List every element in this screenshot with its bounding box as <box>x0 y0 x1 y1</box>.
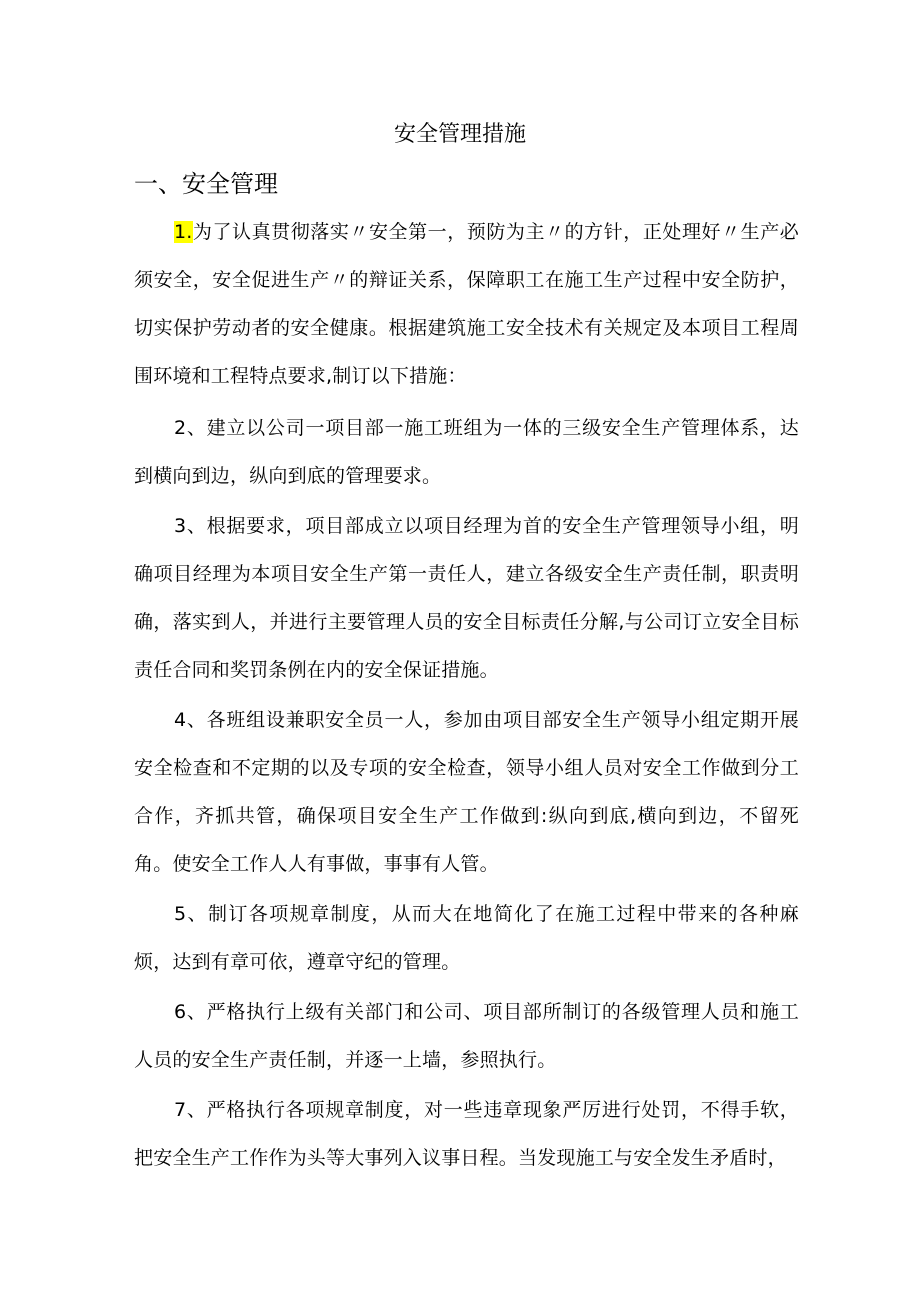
highlighted-number: 1. <box>174 221 193 243</box>
paragraph-1 <box>134 208 799 400</box>
paragraph-number: 7、 <box>174 1099 207 1121</box>
paragraph-number: 6、 <box>174 1001 207 1023</box>
section-heading: 一、安全管理 <box>134 170 278 198</box>
paragraph-7 <box>134 1086 799 1182</box>
paragraph-number: 5、 <box>174 903 208 925</box>
paragraph-2 <box>134 404 799 500</box>
paragraph-text: 严格执行上级有关部门和公司、项目部所制订的各级管理人员和施工人员的安全生产责任制，并逐一上墙，参照执行。 <box>134 1001 799 1071</box>
paragraph-text: 根据要求，项目部成立以项目经理为首的安全生产管理领导小组，明确项目经理为本项目安全生产第一责任人，建立各级安全生产责任制，职责明确，落实到人，并进行主要管理人员的安全目标责任分解,与公司订立安全目标责任合同和奖罚条例在内的安全保证措施。 <box>134 515 799 681</box>
paragraph-number: 2、 <box>174 417 207 439</box>
paragraph-text: 各班组设兼职安全员一人，参加由项目部安全生产领导小组定期开展安全检查和不定期的以及专项的安全检查，领导小组人员对安全工作做到分工合作，齐抓共管，确保项目安全生产工作做到:纵向到底,横向到边，不留死角。使安全工作人人有事做，事事有人管。 <box>134 709 799 875</box>
paragraph-5 <box>134 890 799 986</box>
paragraph-6 <box>134 988 799 1084</box>
paragraph-3 <box>134 502 799 694</box>
paragraph-text: 建立以公司一项目部一施工班组为一体的三级安全生产管理体系，达到横向到边，纵向到底的管理要求。 <box>134 417 799 487</box>
paragraph-number: 4、 <box>174 709 207 731</box>
paragraph-text: 制订各项规章制度，从而大在地简化了在施工过程中带来的各种麻烦，达到有章可依，遵章守纪的管理。 <box>134 903 799 973</box>
document-title: 安全管理措施 <box>393 122 526 147</box>
paragraph-text: 严格执行各项规章制度，对一些违章现象严厉进行处罚，不得手软，把安全生产工作作为头等大事列入议事日程。当发现施工与安全发生矛盾时， <box>134 1099 799 1169</box>
paragraph-text: 为了认真贯彻落实〃安全第一，预防为主〃的方针，正处理好〃生产必须安全，安全促进生产〃的辩证关系，保障职工在施工生产过程中安全防护，切实保护劳动者的安全健康。根据建筑施工安全技术有关规定及本项目工程周围环境和工程特点要求,制订以下措施： <box>134 221 799 387</box>
paragraph-number: 3、 <box>174 515 207 537</box>
paragraph-4 <box>134 696 799 888</box>
